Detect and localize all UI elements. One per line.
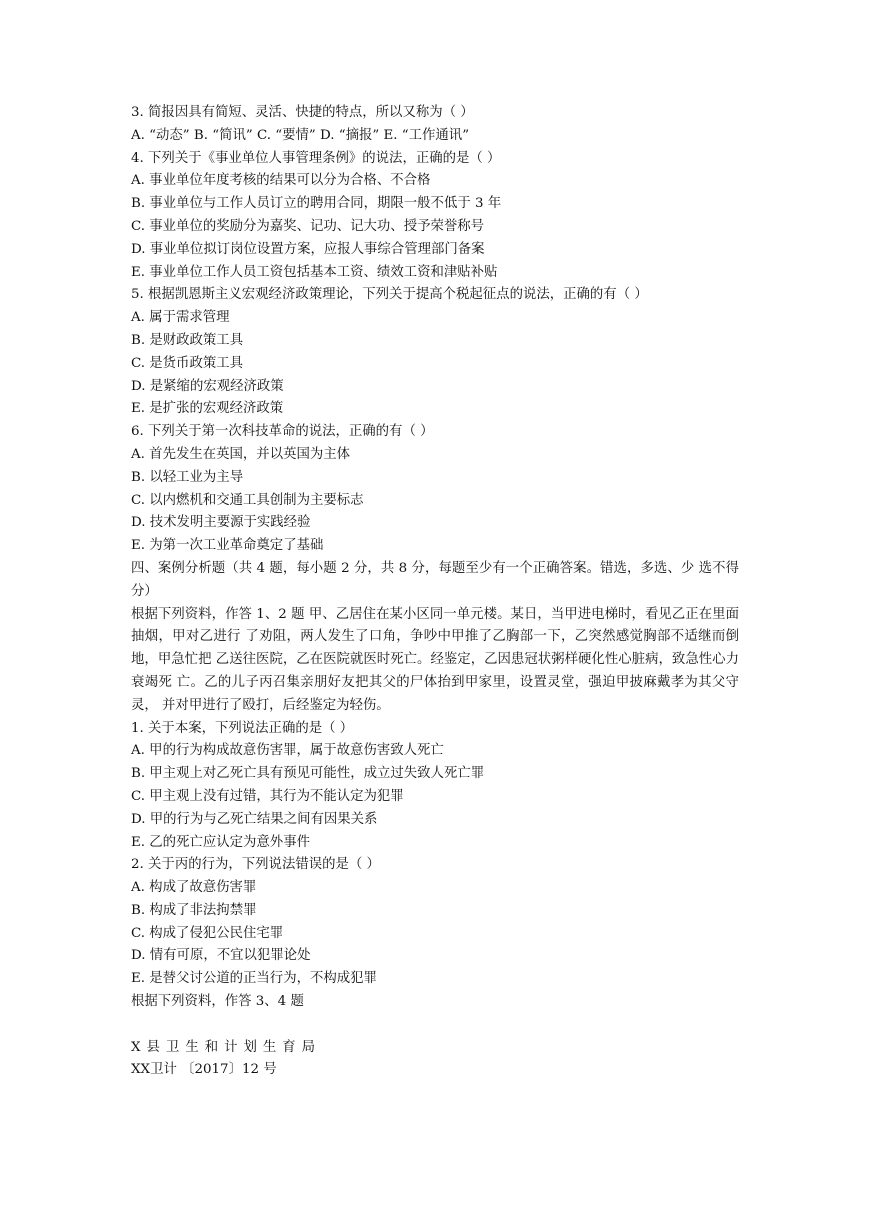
question-4-option-e: E. 事业单位工作人员工资包括基本工资、绩效工资和津贴补贴: [131, 264, 498, 280]
question-6-option-d: D. 技术发明主要源于实践经验: [131, 515, 311, 531]
question-6-option-a: A. 首先发生在英国，并以英国为主体: [131, 446, 351, 462]
case-question-2-option-d: D. 情有可原，不宜以犯罪论处: [131, 948, 311, 964]
question-4-option-c: C. 事业单位的奖励分为嘉奖、记功、记大功、授予荣誉称号: [131, 218, 485, 234]
case-question-2-stem: 2. 关于丙的行为，下列说法错误的是（ ）: [131, 857, 380, 873]
question-5-option-b: B. 是财政政策工具: [131, 332, 244, 348]
case-material-2-intro: 根据下列资料，作答 3、4 题: [131, 994, 304, 1010]
question-6-stem: 6. 下列关于第一次科技革命的说法，正确的有（ ）: [131, 424, 434, 440]
case-question-1-option-a: A. 甲的行为构成故意伤害罪，属于故意伤害致人死亡: [131, 743, 444, 759]
question-5-stem: 5. 根据凯恩斯主义宏观经济政策理论，下列关于提高个税起征点的说法，正确的有（ ）: [131, 287, 648, 303]
case-question-1-option-c: C. 甲主观上没有过错，其行为不能认定为犯罪: [131, 788, 404, 804]
question-4-option-a: A. 事业单位年度考核的结果可以分为合格、不合格: [131, 173, 431, 189]
case-question-1-option-e: E. 乙的死亡应认定为意外事件: [131, 834, 310, 850]
question-5-option-a: A. 属于需求管理: [131, 310, 230, 326]
question-6-option-b: B. 以轻工业为主导: [131, 469, 244, 485]
question-3-options: A. “动态” B. “简讯” C. “要情” D. “摘报” E. “工作通讯”: [131, 127, 470, 143]
spacer: [131, 1014, 739, 1037]
question-4-option-d: D. 事业单位拟订岗位设置方案，应报人事综合管理部门备案: [131, 241, 485, 257]
question-6-option-e: E. 为第一次工业革命奠定了基础: [131, 538, 324, 554]
case-question-1-option-b: B. 甲主观上对乙死亡具有预见可能性，成立过失致人死亡罪: [131, 766, 485, 782]
document-number: XX卫计 〔2017〕12 号: [131, 1062, 277, 1078]
case-question-2-option-e: E. 是替父讨公道的正当行为，不构成犯罪: [131, 971, 377, 987]
question-3-stem: 3. 简报因具有简短、灵活、快捷的特点，所以又称为（ ）: [131, 105, 474, 120]
case-question-2-option-c: C. 构成了侵犯公民住宅罪: [131, 925, 284, 941]
case-question-1-stem: 1. 关于本案，下列说法正确的是（ ）: [131, 720, 354, 736]
question-5-option-d: D. 是紧缩的宏观经济政策: [131, 378, 284, 394]
question-6-option-c: C. 以内燃机和交通工具创制为主要标志: [131, 492, 364, 508]
question-5-option-c: C. 是货币政策工具: [131, 355, 244, 371]
document-page: [131, 102, 739, 1082]
case-question-2-option-a: A. 构成了故意伤害罪: [131, 880, 257, 896]
case-question-2-option-b: B. 构成了非法拘禁罪: [131, 902, 257, 918]
question-5-option-e: E. 是扩张的宏观经济政策: [131, 401, 284, 417]
question-4-option-b: B. 事业单位与工作人员订立的聘用合同，期限一般不低于 3 年: [131, 196, 502, 212]
section-4-heading: 四、案例分析题（共 4 题，每小题 2 分，共 8 分，每题至少有一个正确答案。错选，多选、少 选不得分）: [131, 560, 739, 599]
case-material-1: 根据下列资料，作答 1、2 题 甲、乙居住在某小区同一单元楼。某日，当甲进电梯时，看见乙正在里面抽烟，甲对乙进行 了劝阻，两人发生了口角，争吵中甲推了乙胸部一下，乙突然感觉胸部不适继而倒地，甲急忙把 乙送往医院，乙在医院就医时死亡。经鉴定，乙因患冠状粥样硬化性心脏病，致急性心力衰竭死 亡。乙的儿子丙召集亲朋好友把其父的尸体抬到甲家里，设置灵堂，强迫甲披麻戴孝为其父守灵， 并对甲进行了殴打，后经鉴定为轻伤。: [131, 606, 739, 713]
question-4-stem: 4. 下列关于《事业单位人事管理条例》的说法，正确的是（ ）: [131, 150, 501, 166]
case-question-1-option-d: D. 甲的行为与乙死亡结果之间有因果关系: [131, 811, 378, 827]
document-issuing-org: X县卫生和计划生育局: [131, 1039, 322, 1055]
